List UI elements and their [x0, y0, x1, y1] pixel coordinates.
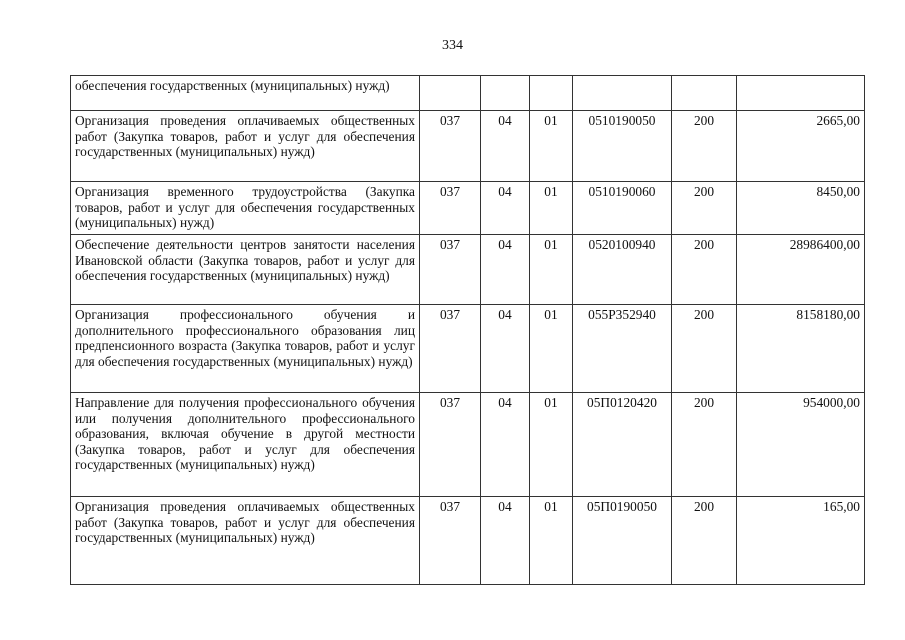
description-cell: Организация временного трудоустройства (Закупка товаров, работ и услуг для обеспечения государственных (муниципальных) нужд) — [71, 182, 420, 235]
description-cell: Организация проведения оплачиваемых общественных работ (Закупка товаров, работ и услуг для обеспечения государственных (муниципальных) нужд) — [71, 111, 420, 182]
table-row — [71, 111, 865, 182]
description-cell: Организация профессионального обучения и дополнительного профессионального образования лиц предпенсионного возраста (Закупка товаров, работ и услуг для обеспечения государственных (муниципальных) нужд) — [71, 305, 420, 393]
ministry-code-cell: 037 — [420, 305, 481, 393]
page-number: 334 — [442, 38, 463, 53]
description-cell: Обеспечение деятельности центров занятости населения Ивановской области (Закупка товаров, работ и услуг для обеспечения государственных (муниципальных) нужд) — [71, 235, 420, 305]
subsection-code-cell: 01 — [530, 235, 573, 305]
table-row — [71, 497, 865, 585]
expense-type-cell: 200 — [672, 235, 737, 305]
ministry-code-cell: 037 — [420, 497, 481, 585]
amount-cell: 28986400,00 — [737, 235, 865, 305]
amount-cell: 8158180,00 — [737, 305, 865, 393]
target-code-cell: 0510190060 — [573, 182, 672, 235]
ministry-code-cell: 037 — [420, 235, 481, 305]
amount-cell: 2665,00 — [737, 111, 865, 182]
description-cell: Направление для получения профессионального обучения или получения дополнительного профессионального образования, включая обучение в другой местности (Закупка товаров, работ и услуг для обеспечения государственных (муниципальных) нужд) — [71, 393, 420, 497]
ministry-code-cell: 037 — [420, 111, 481, 182]
expense-type-cell — [672, 76, 737, 111]
expense-type-cell: 200 — [672, 305, 737, 393]
target-code-cell — [573, 76, 672, 111]
amount-cell: 165,00 — [737, 497, 865, 585]
section-code-cell: 04 — [481, 111, 530, 182]
section-code-cell: 04 — [481, 235, 530, 305]
amount-cell — [737, 76, 865, 111]
ministry-code-cell — [420, 76, 481, 111]
table-row — [71, 305, 865, 393]
table-row — [71, 182, 865, 235]
budget-table — [70, 75, 865, 585]
expense-type-cell: 200 — [672, 182, 737, 235]
table-row — [71, 76, 865, 111]
subsection-code-cell — [530, 76, 573, 111]
subsection-code-cell: 01 — [530, 393, 573, 497]
section-code-cell: 04 — [481, 305, 530, 393]
target-code-cell: 055P352940 — [573, 305, 672, 393]
target-code-cell: 05П0120420 — [573, 393, 672, 497]
ministry-code-cell: 037 — [420, 393, 481, 497]
table-row — [71, 235, 865, 305]
target-code-cell: 05П0190050 — [573, 497, 672, 585]
section-code-cell: 04 — [481, 182, 530, 235]
description-cell: Организация проведения оплачиваемых общественных работ (Закупка товаров, работ и услуг для обеспечения государственных (муниципальных) нужд) — [71, 497, 420, 585]
expense-type-cell: 200 — [672, 497, 737, 585]
table-row — [71, 393, 865, 497]
subsection-code-cell: 01 — [530, 111, 573, 182]
subsection-code-cell: 01 — [530, 305, 573, 393]
amount-cell: 8450,00 — [737, 182, 865, 235]
section-code-cell: 04 — [481, 497, 530, 585]
description-cell: обеспечения государственных (муниципальных) нужд) — [71, 76, 420, 111]
target-code-cell: 0520100940 — [573, 235, 672, 305]
subsection-code-cell: 01 — [530, 497, 573, 585]
section-code-cell — [481, 76, 530, 111]
expense-type-cell: 200 — [672, 393, 737, 497]
section-code-cell: 04 — [481, 393, 530, 497]
target-code-cell: 0510190050 — [573, 111, 672, 182]
amount-cell: 954000,00 — [737, 393, 865, 497]
ministry-code-cell: 037 — [420, 182, 481, 235]
subsection-code-cell: 01 — [530, 182, 573, 235]
expense-type-cell: 200 — [672, 111, 737, 182]
